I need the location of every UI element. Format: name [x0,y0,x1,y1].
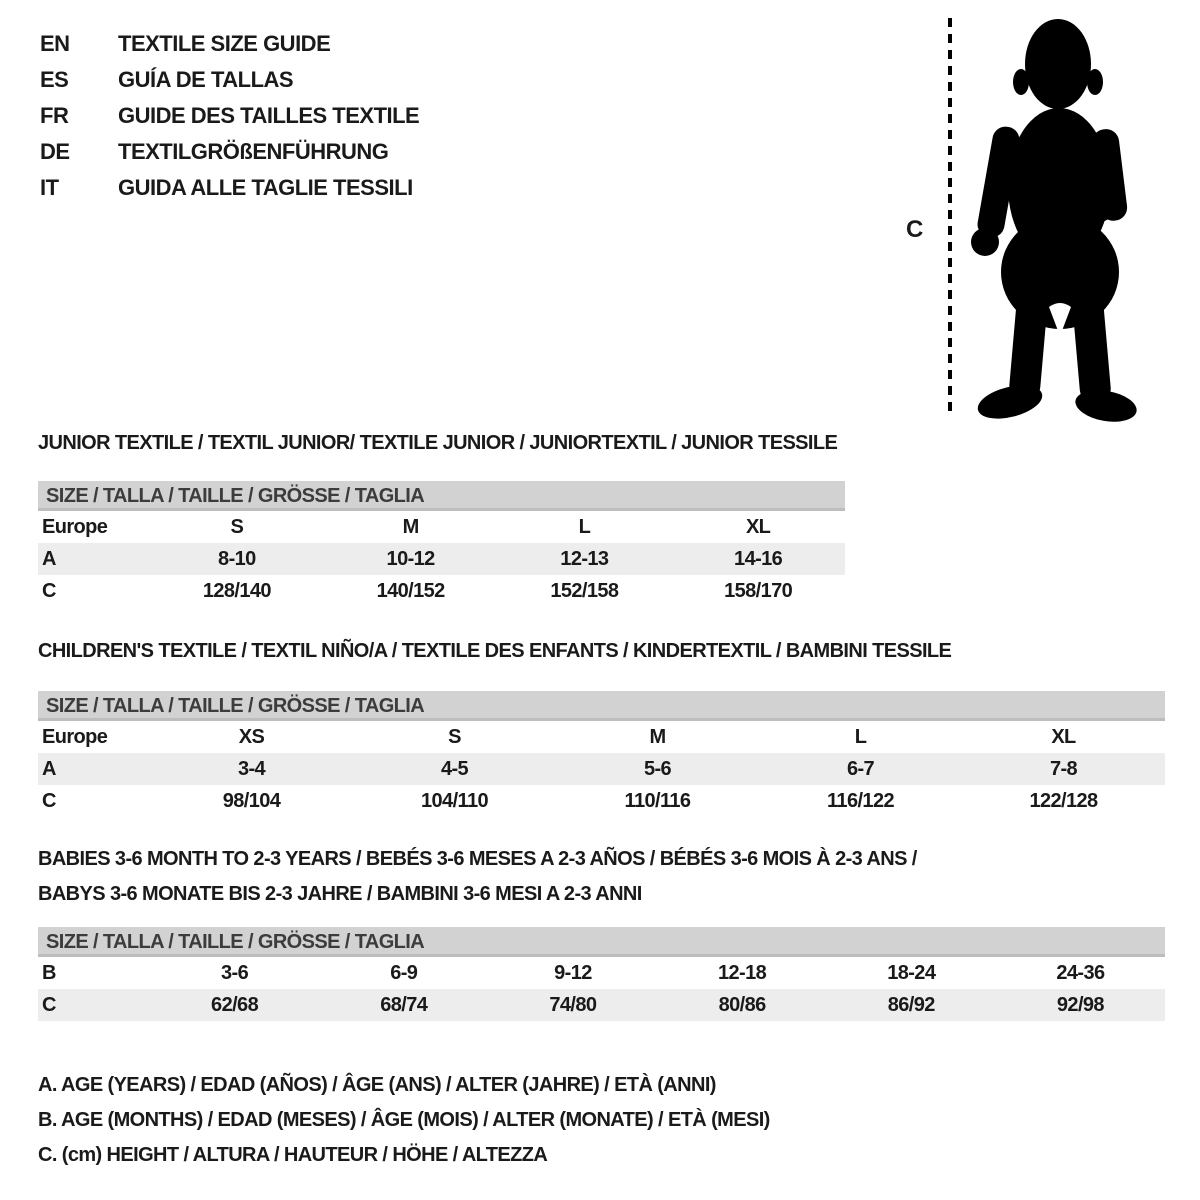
row-label: A [42,547,56,570]
language-row-de [40,134,419,170]
height-cell: 68/74 [380,993,428,1016]
language-row-en [40,26,419,62]
language-code: EN [40,31,70,56]
junior-size-header: SIZE / TALLA / TAILLE / GRÖSSE / TAGLIA [38,481,845,511]
language-row-fr [40,98,419,134]
age-cell: 14-16 [734,547,783,570]
table-row-europe [38,511,845,543]
table-row-height-cm [38,989,1165,1021]
age-cell: 6-9 [390,961,418,984]
legend-line-b: B. AGE (MONTHS) / EDAD (MESES) / ÂGE (MOIS) / ALTER (MONATE) / ETÀ (MESI) [38,1109,770,1131]
height-measure-dashed-line [948,18,952,416]
age-cell: 8-10 [218,547,256,570]
height-cell: 140/152 [376,579,445,602]
language-code: ES [40,67,69,92]
height-cell: 86/92 [887,993,935,1016]
measure-legend [38,1068,770,1173]
row-label: Europe [42,515,108,538]
table-row-age-years [38,543,845,575]
language-title-list [40,26,419,206]
age-cell: 12-13 [560,547,609,570]
legend-line-a: A. AGE (YEARS) / EDAD (AÑOS) / ÂGE (ANS) / ALTER (JAHRE) / ETÀ (ANNI) [38,1074,716,1096]
height-cell: 116/122 [827,789,894,812]
size-cell: S [230,515,244,538]
size-cell: S [448,725,461,748]
height-cell: 104/110 [421,789,488,812]
size-cell: XL [1051,725,1076,748]
language-code: FR [40,103,69,128]
language-row-it [40,170,419,206]
height-cell: 128/140 [202,579,271,602]
table-row-age-years [38,753,1165,785]
row-label: Europe [42,725,108,748]
language-row-es [40,62,419,98]
size-cell: M [402,515,419,538]
babies-size-table [38,927,1165,1021]
age-cell: 5-6 [643,757,672,780]
guide-title-it: GUIDA ALLE TAGLIE TESSILI [118,175,413,200]
size-cell: M [649,725,666,748]
table-row-age-months [38,957,1165,989]
age-cell: 4-5 [440,757,469,780]
age-cell: 10-12 [386,547,435,570]
babies-size-header: SIZE / TALLA / TAILLE / GRÖSSE / TAGLIA [38,927,1165,957]
age-cell: 3-6 [221,961,249,984]
age-cell: 3-4 [237,757,266,780]
size-cell: XL [745,515,771,538]
table-row-height-cm [38,785,1165,817]
guide-title-de: TEXTILGRÖßENFÜHRUNG [118,139,389,164]
children-section-title: CHILDREN'S TEXTILE / TEXTIL NIÑO/A / TEXTILE DES ENFANTS / KINDERTEXTIL / BAMBINI TESSILE [38,640,952,662]
row-label: C [42,993,56,1016]
junior-section-title: JUNIOR TEXTILE / TEXTIL JUNIOR/ TEXTILE JUNIOR / JUNIORTEXTIL / JUNIOR TESSILE [38,432,838,454]
guide-title-en: TEXTILE SIZE GUIDE [118,31,331,56]
guide-title-es: GUÍA DE TALLAS [118,67,294,92]
size-cell: XS [238,725,265,748]
language-code: DE [40,139,70,164]
toddler-silhouette-image [963,14,1137,422]
language-code: IT [40,175,59,200]
row-label: A [42,757,56,780]
row-label: C [42,579,56,602]
size-cell: L [854,725,867,748]
height-cell: 74/80 [549,993,597,1016]
height-measure-label: C [906,216,924,243]
height-cell: 122/128 [1029,789,1098,812]
children-size-header: SIZE / TALLA / TAILLE / GRÖSSE / TAGLIA [38,691,1165,721]
age-cell: 18-24 [887,961,936,984]
guide-title-fr: GUIDE DES TAILLES TEXTILE [118,103,420,128]
age-cell: 12-18 [718,961,767,984]
table-row-europe [38,721,1165,753]
height-cell: 158/170 [724,579,793,602]
junior-size-table [38,481,845,607]
row-label: B [42,961,56,984]
babies-section-title-line1: BABIES 3-6 MONTH TO 2-3 YEARS / BEBÉS 3-6 MESES A 2-3 AÑOS / BÉBÉS 3-6 MOIS À 2-3 ANS / [38,848,917,870]
table-row-height-cm [38,575,845,607]
row-label: C [42,789,56,812]
height-cell: 80/86 [718,993,766,1016]
age-cell: 7-8 [1049,757,1078,780]
size-cell: L [578,515,591,538]
legend-line-c: C. (cm) HEIGHT / ALTURA / HAUTEUR / HÖHE / ALTEZZA [38,1144,548,1166]
height-cell: 92/98 [1056,993,1104,1016]
height-cell: 62/68 [211,993,259,1016]
babies-section-title-line2: BABYS 3-6 MONATE BIS 2-3 JAHRE / BAMBINI 3-6 MESI A 2-3 ANNI [38,883,642,905]
age-cell: 9-12 [554,961,592,984]
height-cell: 110/116 [624,789,691,812]
age-cell: 6-7 [846,757,875,780]
age-cell: 24-36 [1056,961,1105,984]
height-cell: 152/158 [550,579,619,602]
height-cell: 98/104 [222,789,281,812]
children-size-table [38,691,1165,817]
